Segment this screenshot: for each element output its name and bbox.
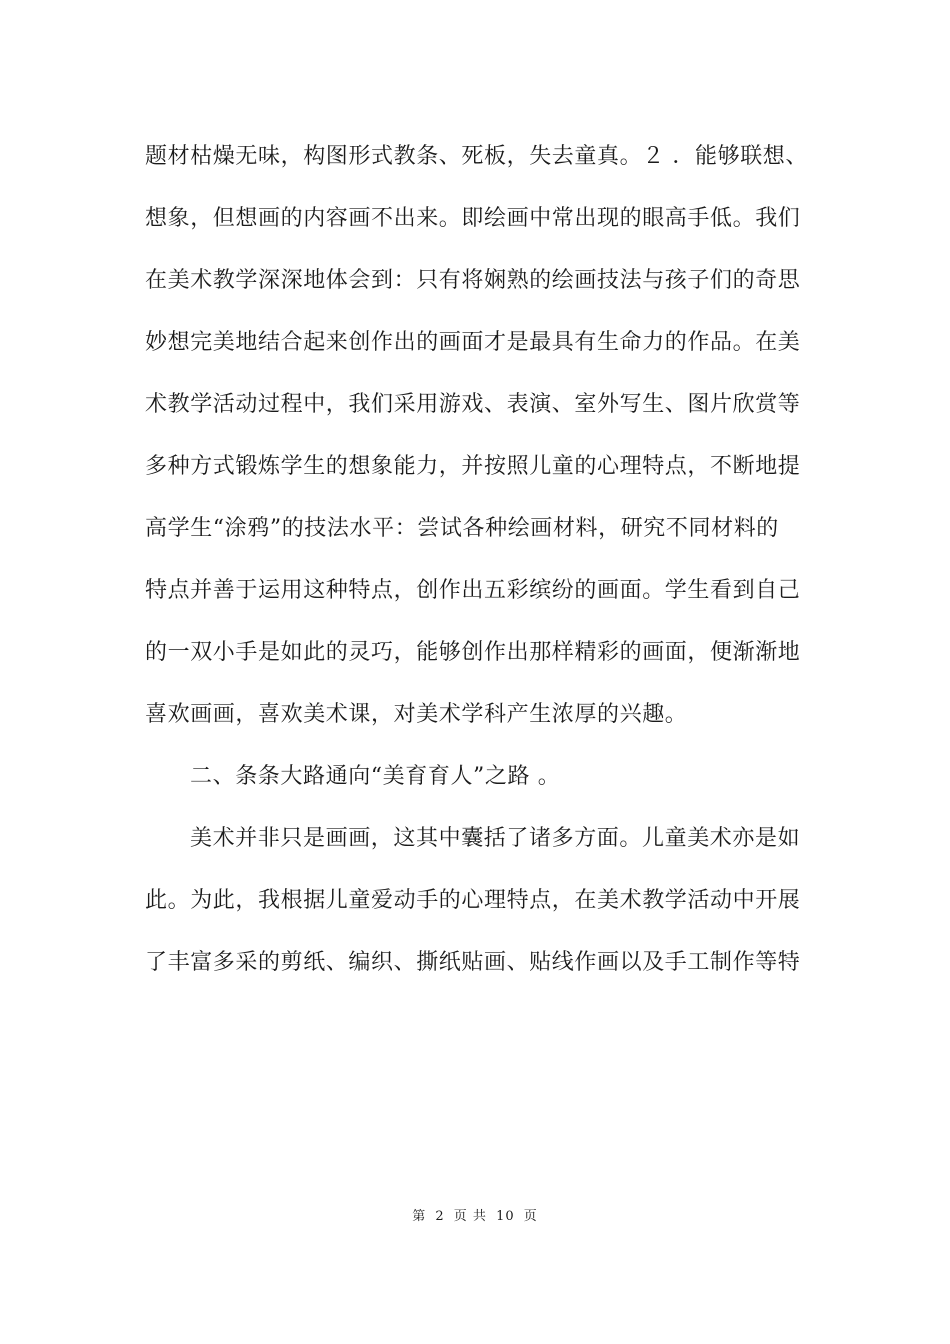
text-line: 美术并非只是画画，这其中囊括了诸多方面。儿童美术亦是如: [190, 826, 801, 851]
section-heading: 二、条条大路通向“美育育人”之路 。: [190, 764, 561, 789]
page-footer: [0, 1207, 950, 1227]
footer-total-pages: 10: [496, 1209, 515, 1224]
text-line: 喜欢画画，喜欢美术课，对美术学科产生浓厚的兴趣。: [145, 702, 688, 727]
text-line: 此。为此，我根据儿童爱动手的心理特点，在美术教学活动中开展: [145, 888, 801, 913]
text-line: 在美术教学深深地体会到：只有将娴熟的绘画技法与孩子们的奇思: [145, 268, 801, 293]
footer-prefix: 第: [412, 1209, 427, 1224]
text-line: 了丰富多采的剪纸、编织、撕纸贴画、贴线作画以及手工制作等特: [145, 950, 801, 975]
footer-suffix: 页: [523, 1209, 538, 1224]
text-line: 术教学活动过程中，我们采用游戏、表演、室外写生、图片欣赏等: [145, 392, 801, 417]
text-line: 的一双小手是如此的灵巧，能够创作出那样精彩的画面，便渐渐地: [145, 640, 801, 665]
text-line: 高学生“涂鸦”的技法水平：尝试各种绘画材料，研究不同材料的: [145, 516, 779, 541]
text-line: 题材枯燥无味，构图形式教条、死板，失去童真。２ ．能够联想、: [145, 144, 808, 169]
footer-middle: 页 共: [453, 1209, 487, 1224]
text-line: 想象，但想画的内容画不出来。即绘画中常出现的眼高手低。我们: [145, 206, 801, 231]
footer-current-page: 2: [435, 1209, 445, 1224]
text-line: 特点并善于运用这种特点，创作出五彩缤纷的画面。学生看到自己: [145, 578, 801, 603]
text-line: 妙想完美地结合起来创作出的画面才是最具有生命力的作品。在美: [145, 330, 801, 355]
body-text: [145, 126, 810, 994]
text-line: 多种方式锻炼学生的想象能力，并按照儿童的心理特点，不断地提: [145, 454, 801, 479]
